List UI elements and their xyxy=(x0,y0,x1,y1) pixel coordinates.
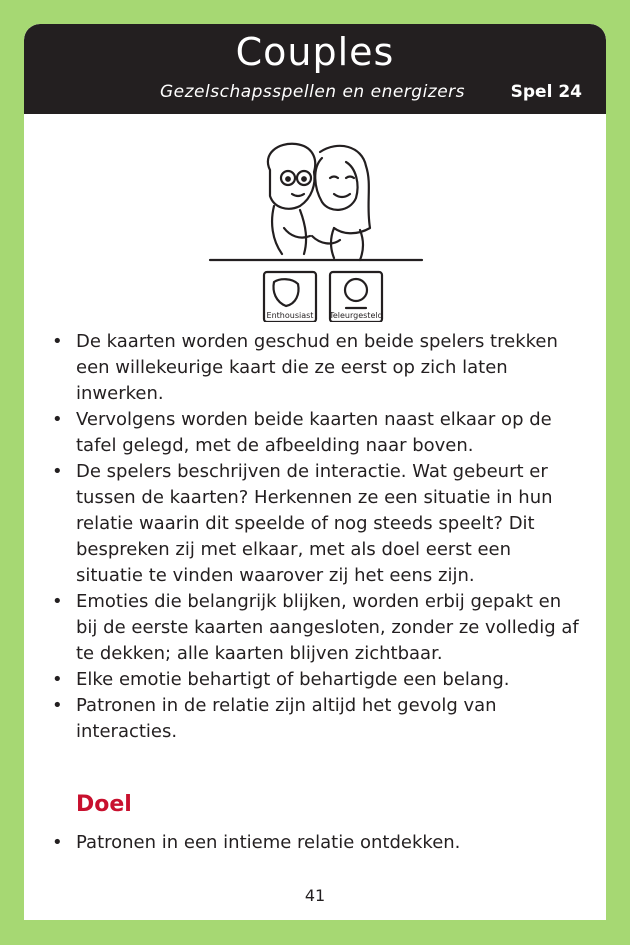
instruction-list xyxy=(52,329,582,745)
goal-list xyxy=(52,830,582,856)
instruction-item: • Emoties die belangrijk blijken, worden erbij gepakt en bij de eerste kaarten aangesloten, zonder ze volledig af te dekken; alle kaarten blijven zichtbaar. xyxy=(52,589,582,667)
man-head xyxy=(268,144,315,209)
instruction-item: • Patronen in de relatie zijn altijd het gevolg van interacties. xyxy=(52,693,582,745)
page-number: 41 xyxy=(304,886,326,905)
page-title: Couples xyxy=(235,30,395,74)
game-card xyxy=(24,24,606,920)
instruction-item: • De spelers beschrijven de interactie. Wat gebeurt er tussen de kaarten? Herkennen ze een situatie in hun relatie waarin dit speelde of nog steeds speelt? Dit bespreken zij met elkaar, met als doel eerst een situatie te vinden waarover zij het eens zijn. xyxy=(52,459,582,589)
card-right-label: Teleurgesteld xyxy=(329,311,383,320)
woman-face xyxy=(315,158,357,210)
card-left-label: Enthousiast xyxy=(266,311,314,320)
game-number: Spel 24 xyxy=(510,82,582,102)
man-body xyxy=(272,206,306,254)
goal-item: • Patronen in een intieme relatie ontdekken. xyxy=(52,830,582,856)
card-header xyxy=(24,24,606,114)
instruction-item: • Elke emotie behartigt of behartigde een belang. xyxy=(52,667,582,693)
goal-heading: Doel xyxy=(76,792,132,817)
instruction-item: • De kaarten worden geschud en beide spelers trekken een willekeurige kaart die ze eerst op zich laten inwerken. xyxy=(52,329,582,407)
series-subtitle: Gezelschapsspellen en energizers xyxy=(160,82,466,102)
couple-illustration xyxy=(200,132,430,322)
instruction-item: • Vervolgens worden beide kaarten naast elkaar op de tafel gelegd, met de afbeelding naar boven. xyxy=(52,407,582,459)
woman-hair xyxy=(320,146,370,233)
